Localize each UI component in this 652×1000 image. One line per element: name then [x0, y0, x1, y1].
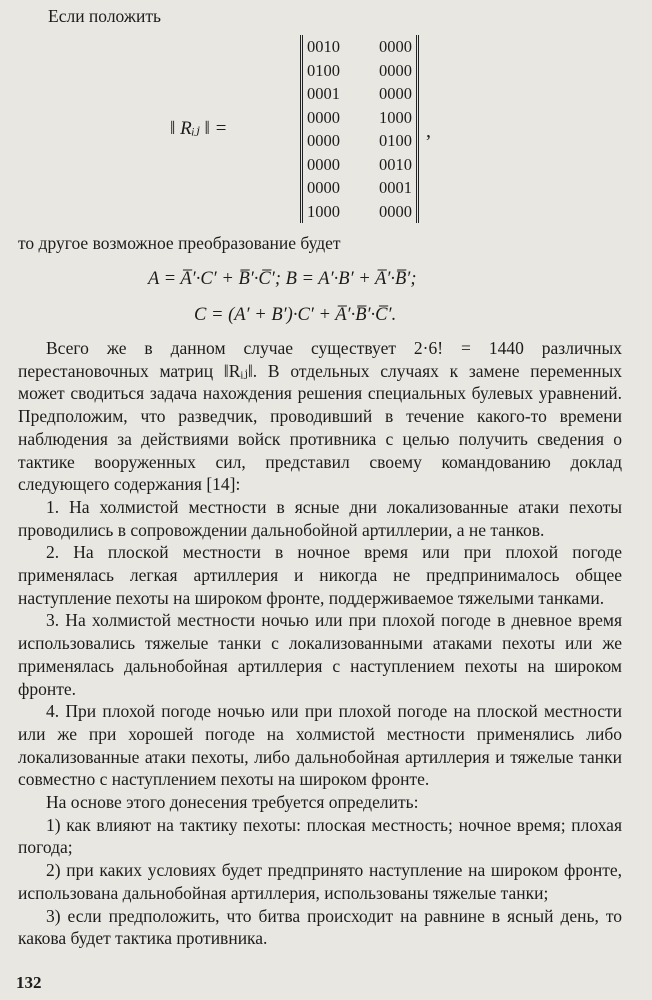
matrix-row [303, 106, 416, 130]
matrix-row [303, 200, 416, 224]
paragraph: 1) как влияют на тактику пехоты: плоская местность; ночное время; плохая погода; [18, 814, 622, 858]
intro-text: Если положить [48, 6, 161, 26]
formula-line-2: C = (A′ + B′)·C′ + A̅′·B̅′·C̅′. [194, 305, 397, 325]
matrix-row [303, 176, 416, 200]
formula-line-1: A = A̅′·C′ + B̅′·C̅′; B = A′·B′ + A̅′·B̅′; [148, 269, 417, 289]
transition-text: то другое возможное преобразование будет [18, 233, 341, 253]
matrix-label: ‖ Rᵢⱼ ‖ = [170, 118, 228, 139]
matrix-cell: 0010 [307, 37, 340, 56]
page-number: 132 [16, 973, 42, 992]
matrix-row [303, 153, 416, 177]
matrix-cell: 0100 [379, 131, 412, 150]
matrix-cell: 0001 [307, 84, 340, 103]
matrix-cell: 0000 [307, 178, 340, 197]
matrix-cell: 0000 [379, 37, 412, 56]
matrix-cell: 0001 [379, 178, 412, 197]
paragraph: 4. При плохой погоде ночью или при плохой погоде на плоской местности или же при хорошей погоде на холмистой местности применялись либо локализованные атаки пехоты, либо дальнобойная артиллерия и тяжелые танки совместно с наступлением пехоты на широком фронте. [18, 701, 622, 790]
matrix-cell: 0000 [379, 84, 412, 103]
matrix-row [303, 35, 416, 59]
paragraph: На основе этого донесения требуется определить: [46, 792, 419, 813]
paragraph: 1. На холмистой местности в ясные дни локализованные атаки пехоты проводились в сопровождении дальнобойной артиллерии, а не танков. [18, 496, 622, 540]
paragraph: 3. На холмистой местности ночью или при плохой погоде в дневное время использовались тяжелые танки с локализованными атаками пехоты или же применялась дальнобойная артиллерия с наступлением пехоты на широком фронте. [18, 610, 622, 699]
matrix-cell: 0010 [379, 154, 412, 174]
matrix-row [303, 59, 416, 83]
matrix-cell: 1000 [307, 201, 340, 221]
body-text [18, 337, 622, 950]
paragraph: 2) при каких условиях будет предпринято наступление на широком фронте, использована дальнобойная артиллерия, использованы тяжелые танки; [18, 860, 622, 903]
matrix-cell: 0000 [307, 154, 340, 174]
matrix-cell: 0000 [379, 60, 412, 80]
matrix-row [303, 129, 416, 153]
matrix-cell: 0000 [307, 107, 340, 127]
matrix-row [303, 82, 416, 106]
paragraph: 2. На плоской местности в ночное время или при плохой погоде применялась легкая артиллерия и никогда не предпринималось общее наступление пехоты на широком фронте, поддерживаемое тяжелыми танками. [18, 542, 622, 608]
matrix-cell: 0000 [379, 201, 412, 221]
matrix-cell: 0000 [307, 131, 340, 150]
matrix-cell: 1000 [379, 107, 412, 127]
paragraph: 3) если предположить, что битва происходит на равнине в ясный день, то какова будет тактика противника. [18, 905, 622, 949]
matrix-cell: 0100 [307, 60, 340, 80]
paragraph: Всего же в данном случае существует 2·6! = 1440 различных перестановочных матриц ‖Rᵢⱼ‖. В отдельных случаях к замене переменных может сводиться задача нахождения решения специальных булевых уравнений. Предположим, что разведчик, проводивший в течение какого-то времени наблюдения за действиями войск противника с целью получить сведения о тактике вооруженных сил, представил своему командованию доклад следующего содержания [14]: [18, 338, 622, 495]
matrix-comma: , [426, 120, 431, 142]
permutation-matrix [300, 35, 419, 223]
